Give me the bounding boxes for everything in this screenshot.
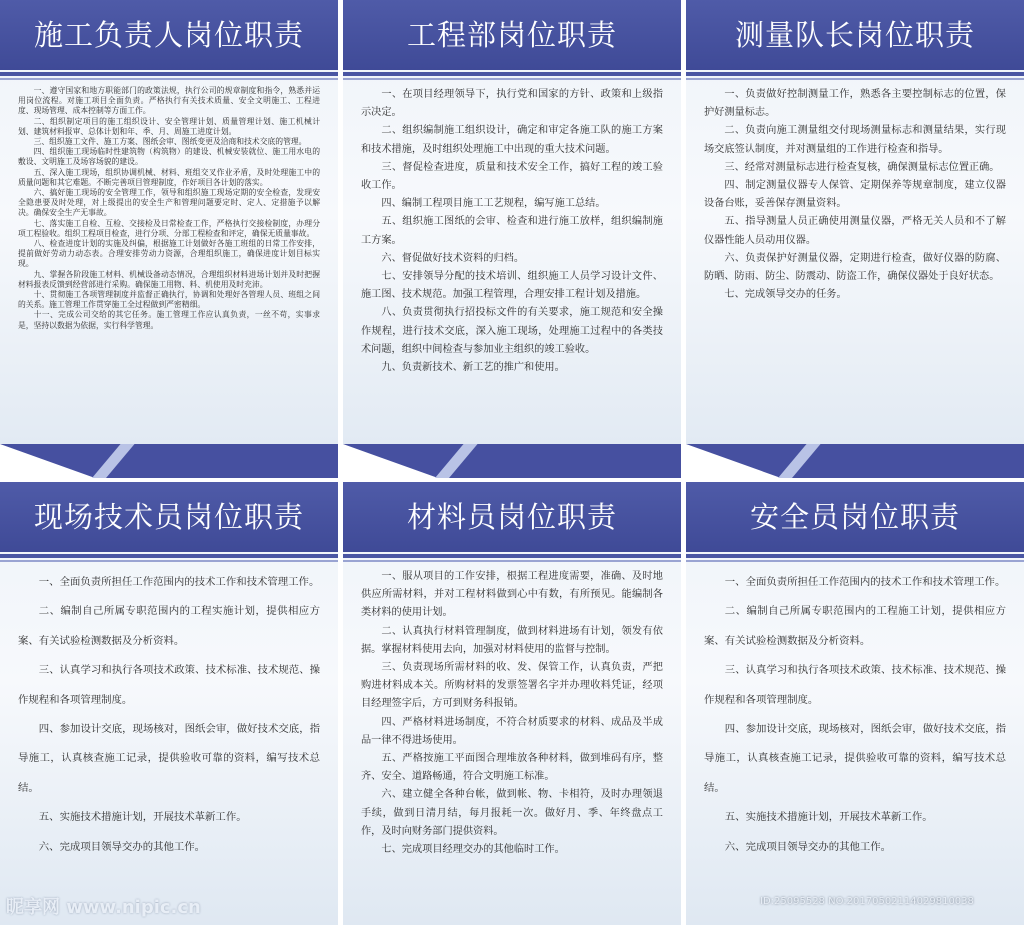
watermark-id: ID:25095528 NO:20170502114029810038 — [760, 896, 974, 907]
duty-item: 一、负责做好控制测量工作，熟悉各主要控制标志的位置，保护好测量标志。 — [704, 89, 1006, 119]
panel-title: 安全员岗位职责 — [686, 482, 1024, 552]
panel-construction-manager — [0, 0, 338, 478]
divider — [686, 72, 1024, 76]
watermark-logo: 昵享网 www.nipic.cn — [6, 897, 201, 918]
duty-item: 四、严格材料进场制度，不符合材质要求的材料、成品及半成品一律不得进场使用。 — [361, 716, 663, 746]
duty-item: 五、指导测量人员正确使用测量仪器，严格无关人员和不了解仪器性能人员动用仪器。 — [704, 216, 1006, 246]
divider — [0, 72, 338, 76]
panel-title: 测量队长岗位职责 — [686, 0, 1024, 70]
duty-list — [361, 568, 663, 859]
panel-survey-leader — [686, 0, 1024, 478]
divider — [0, 554, 338, 558]
divider — [343, 554, 681, 558]
duty-item: 一、在项目经理领导下，执行党和国家的方针、政策和上级指示决定。 — [361, 89, 663, 119]
duty-item: 六、建立健全各种台帐，做到帐、物、卡相符，及时办理领退手续，做到日清月结，每月报耗一次。做好月、季、年终盘点工作，及时向财务部门提供资料。 — [361, 789, 663, 837]
duty-item: 一、全面负责所担任工作范围内的技术工作和技术管理工作。 — [38, 576, 320, 588]
duty-item: 三、督促检查进度，质量和技术安全工作，搞好工程的竣工验收工作。 — [361, 161, 663, 192]
footer-band — [343, 444, 681, 478]
duty-item: 五、深入施工现场，组织协调机械、材料、班组交叉作业矛盾，及时处理施工中的质量问题和其它难题。不断完善项目管理制度，作好项目各计划的落实。 — [18, 167, 320, 187]
duty-list — [18, 568, 320, 862]
duty-item: 二、负责向施工测量组交付现场测量标志和测量结果，实行现场交底签认制度，并对测量组的工作进行检查和指导。 — [704, 125, 1006, 155]
divider — [686, 78, 1024, 80]
duty-item: 九、掌握各阶段施工材料、机械设备动态情况，合理组织材料进场计划并及时把握材料报表反馈到经营部进行采购。确保施工用物、料、机使用及时充沛。 — [18, 269, 320, 289]
duty-item: 七、落实施工自检、互检、交接检及日常检查工作，严格执行交接检制度，办理分项工程验收。组织工程项目检查，进行分项、分部工程检查和评定，确保无质量事故。 — [18, 218, 320, 238]
duty-item: 八、检查进度计划的实施及纠偏，根据施工计划做好各施工班组的日常工作安排，提前做好劳动力动态表。合理安排劳动力资源，合理组织施工，确保进度计划目标实现。 — [18, 239, 320, 269]
duty-item: 七、完成项目经理交办的其他临时工作。 — [381, 844, 565, 856]
panel-materials-clerk — [343, 482, 681, 925]
duty-item: 六、完成项目领导交办的其他工作。 — [724, 840, 892, 853]
duty-item: 六、负责保护好测量仪器，定期进行检查，做好仪器的防腐、防晒、防雨、防尘、防震动、防盗工作，确保仪器处于良好状态。 — [704, 252, 1006, 283]
duty-item: 一、全面负责所担任工作范围内的技术工作和技术管理工作。 — [724, 576, 1006, 588]
divider — [686, 560, 1024, 562]
duty-list — [704, 568, 1006, 862]
divider — [0, 78, 338, 80]
divider — [343, 78, 681, 80]
duty-item: 二、组织编制施工组织设计，确定和审定各施工队的施工方案和技术措施，及时组织处理施工中出现的重大技术问题。 — [361, 125, 663, 155]
duty-item: 六、督促做好技术资料的归档。 — [381, 252, 525, 264]
duty-item: 一、遵守国家和地方职能部门的政策法规，执行公司的规章制度和指令，熟悉并运用岗位流程。对施工项目全面负责。严格执行有关技术质量、安全文明施工、工程进度、现场管理、成本控制等方面工作。 — [18, 86, 320, 116]
duty-list — [18, 86, 320, 331]
duty-item: 四、编制工程项目施工工艺规程，编写施工总结。 — [381, 198, 606, 210]
duty-item: 四、参加设计交底，现场核对，图纸会审，做好技术交底，指导施工，认真核查施工记录，提供验收可靠的资料，编写技术总结。 — [704, 723, 1006, 794]
duty-item: 二、编制自己所属专职范围内的工程实施计划，提供相应方案、有关试验检测数据及分析资料。 — [18, 605, 320, 647]
duty-item: 九、负责新技术、新工艺的推广和使用。 — [381, 362, 565, 374]
duty-item: 五、实施技术措施计划，开展技术革新工作。 — [38, 811, 247, 824]
duty-item: 二、认真执行材料管理制度，做到材料进场有计划，领发有依据。掌握材料使用去向，加强对材料使用的监督与控制。 — [361, 625, 663, 655]
duty-item: 六、完成项目领导交办的其他工作。 — [38, 840, 206, 853]
duty-item: 三、组织施工文件、施工方案、图纸会审、图纸变更及洽商和技术交底的管理。 — [33, 137, 307, 147]
duty-item: 六、搞好施工现场的安全管理工作，领导和组织施工现场定期的安全检查，发现安全隐患要及时处理，对上级提出的安全生产和管理问题要定时、定人、定措施予以解决。确保安全生产无事故。 — [18, 188, 320, 218]
panel-safety-officer — [686, 482, 1024, 925]
duty-item: 三、认真学习和执行各项技术政策、技术标准、技术规范、操作规程和各项管理制度。 — [18, 664, 320, 706]
divider — [686, 554, 1024, 558]
divider — [0, 560, 338, 562]
divider — [343, 72, 681, 76]
panel-title: 工程部岗位职责 — [343, 0, 681, 70]
panel-title: 施工负责人岗位职责 — [0, 0, 338, 70]
footer-band — [0, 444, 338, 478]
duty-item: 四、参加设计交底，现场核对，图纸会审，做好技术交底，指导施工，认真核查施工记录，提供验收可靠的资料，编写技术总结。 — [18, 723, 320, 794]
panel-title: 材料员岗位职责 — [343, 482, 681, 552]
duty-item: 七、安排领导分配的技术培训、组织施工人员学习设计文件、施工图、技术规范。加强工程管理，合理安排工程计划及措施。 — [361, 271, 663, 301]
duty-item: 七、完成领导交办的任务。 — [724, 289, 847, 301]
duty-item: 三、负责现场所需材料的收、发、保管工作，认真负责，严把购进材料成本关。所购材料的发票签署名字并办理收料凭证，经项目经理签字后，方可到财务科报销。 — [361, 662, 663, 710]
duty-item: 十一、完成公司交给的其它任务。施工管理工作应认真负责，一丝不苟，实事求是，坚持以数据为依据，实行科学管理。 — [18, 310, 320, 330]
duty-item: 四、制定测量仪器专人保管、定期保养等规章制度，建立仪器设备台账，妥善保存测量资料。 — [704, 180, 1006, 210]
duty-item: 三、经常对测量标志进行检查复核，确保测量标志位置正确。 — [724, 161, 1000, 173]
duty-item: 五、严格按施工平面图合理堆放各种材料，做到堆码有序，整齐、安全、道路畅通，符合文明施工标准。 — [361, 753, 663, 783]
duty-list — [704, 86, 1006, 304]
duty-item: 八、负责贯彻执行招投标文件的有关要求，施工规范和安全操作规程，进行技术交底，深入施工现场，处理施工过程中的各类技术问题，组织中间检查与参加业主组织的竣工验收。 — [361, 307, 663, 355]
duty-item: 二、编制自己所属专职范围内的工程施工计划，提供相应方案、有关试验检测数据及分析资料。 — [704, 605, 1006, 647]
panel-engineering-dept — [343, 0, 681, 478]
duty-item: 五、实施技术措施计划，开展技术革新工作。 — [724, 811, 933, 824]
duty-item: 二、组织制定项目的施工组织设计、安全管理计划、质量管理计划、施工机械计划、建筑材料报审、总体计划和年、季、月、周施工进度计划。 — [18, 116, 320, 136]
panel-title: 现场技术员岗位职责 — [0, 482, 338, 552]
footer-band — [686, 444, 1024, 478]
duty-item: 四、组织施工现场临时性建筑物（构筑物）的建设、机械安装就位、施工用水电的敷设、文明施工及场容场貌的建设。 — [18, 147, 320, 167]
duty-item: 三、认真学习和执行各项技术政策、技术标准、技术规范、操作规程和各项管理制度。 — [704, 664, 1006, 706]
duty-item: 五、组织施工图纸的会审、检查和进行施工放样，组织编制施工方案。 — [361, 216, 663, 246]
duty-item: 十、贯彻施工各项管理制度并监督正确执行，协调和处理好各管理人员、班组之间的关系。施工管理工作贯穿施工全过程做到严密精细。 — [18, 290, 320, 310]
duty-list — [361, 86, 663, 377]
panel-site-technician — [0, 482, 338, 925]
duty-item: 一、服从项目的工作安排，根据工程进度需要，准确、及时地供应所需材料，并对工程材料做到心中有数，有所预见。能编制各类材料的使用计划。 — [361, 571, 663, 619]
divider — [343, 560, 681, 562]
